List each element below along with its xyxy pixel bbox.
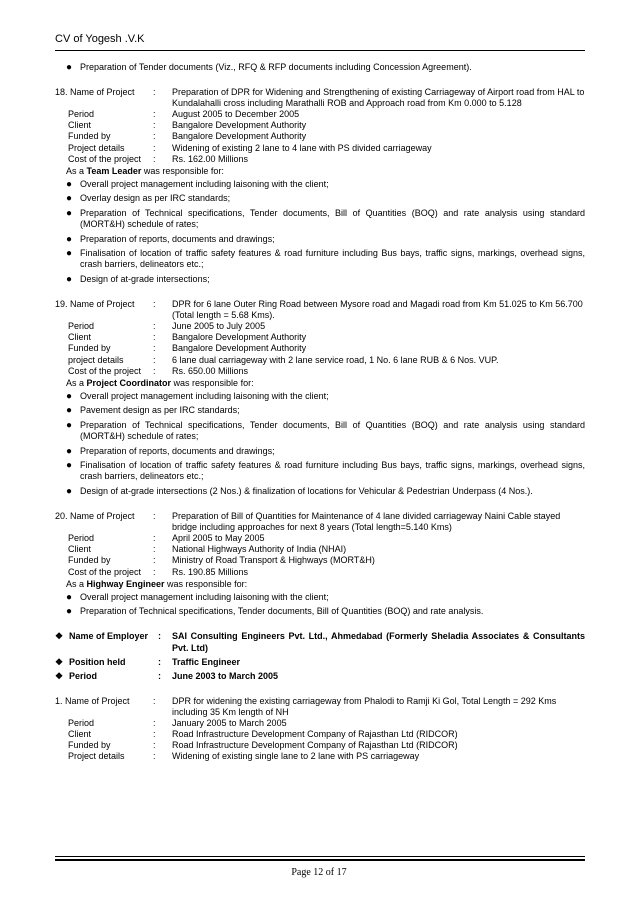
colon: : <box>153 131 156 142</box>
colon: : <box>153 511 156 522</box>
project-detail-row <box>55 544 585 555</box>
colon: : <box>158 656 161 667</box>
project-name: Preparation of Bill of Quantities for Maintenance of 4 lane divided carriageway Naini Cable stayed bridge including approaches for next 8 years (Total length=5.140 Kms) <box>172 511 561 533</box>
detail-label: Client <box>68 729 92 740</box>
responsibility-bullet <box>55 234 585 245</box>
employer-label-text: Period <box>69 670 98 681</box>
bullet-text: Preparation of reports, documents and drawings; <box>80 233 275 244</box>
employer-label-text: Position held <box>69 656 126 667</box>
detail-label: Period <box>68 718 95 728</box>
page-number: Page 12 of 17 <box>291 867 347 878</box>
bullet-icon: ● <box>66 390 73 402</box>
project-detail-row <box>55 366 585 377</box>
colon: : <box>153 533 156 544</box>
project-entry <box>55 299 585 497</box>
bullet-text: Overlay design as per IRC standards; <box>80 193 231 204</box>
diamond-bullet-icon: ❖ <box>55 656 64 667</box>
responsibility-bullet <box>55 208 585 230</box>
colon: : <box>153 120 156 131</box>
colon: : <box>153 555 156 566</box>
detail-value: June 2005 to July 2005 <box>172 321 266 332</box>
bullet-text: Preparation of Technical specifications, Tender documents, Bill of Quantities (BOQ) and rate analysis. <box>80 606 484 617</box>
detail-value: Widening of existing 2 lane to 4 lane with PS divided carriageway <box>172 142 432 153</box>
detail-value: National Highways Authority of India (NHAI) <box>172 544 347 555</box>
colon: : <box>153 544 156 555</box>
colon: : <box>153 153 156 164</box>
role-prefix: As a <box>66 578 87 589</box>
bullet-icon: ● <box>66 420 73 432</box>
bullet-text: Finalisation of location of traffic safety features & road furniture including Bus bays, traffic signs, markings, overhead signs, crash barriers, delineators etc.; <box>80 248 585 270</box>
bullet-text: Overall project management including laisoning with the client; <box>80 390 329 401</box>
colon: : <box>153 109 156 120</box>
employer-section <box>55 631 585 681</box>
detail-label: Project details <box>68 751 125 762</box>
responsibility-bullet <box>55 592 585 603</box>
colon: : <box>153 299 156 310</box>
employer-label <box>55 671 158 682</box>
employer-label-text: Name of Employer <box>69 631 149 642</box>
responsibility-bullet <box>55 391 585 402</box>
role-suffix: was responsible for: <box>141 165 224 176</box>
project-name: DPR for 6 lane Outer Ring Road between Mysore road and Magadi road from Km 51.025 to Km 56.700 (Total length = 5.68 Kms). <box>172 299 583 321</box>
project-detail-row <box>55 143 585 154</box>
project-name-row <box>55 299 585 321</box>
colon: : <box>158 631 161 642</box>
project-number-label: 18. Name of Project <box>55 87 135 98</box>
detail-value: Ministry of Road Transport & Highways (MORT&H) <box>172 555 375 566</box>
colon: : <box>153 740 156 751</box>
detail-label: Cost of the project <box>68 365 142 376</box>
detail-value: Widening of existing single lane to 2 lane with PS carriageway <box>172 751 420 762</box>
responsibility-line <box>55 166 585 177</box>
detail-label: Period <box>68 109 95 120</box>
project-name: Preparation of DPR for Widening and Strengthening of existing Carriageway of Airport road from HAL to Kundalahalli cross including Marathalli ROB and Approach road from Km 0.000 to 5.128 <box>172 87 585 109</box>
colon: : <box>153 354 156 365</box>
project-entry <box>55 511 585 617</box>
bullet-icon: ● <box>66 62 73 73</box>
project-number-label: 20. Name of Project <box>55 511 135 522</box>
employer-label <box>55 631 158 642</box>
responsibility-line <box>55 579 585 590</box>
colon: : <box>153 718 156 728</box>
detail-value: 6 lane dual carriageway with 2 lane service road, 1 No. 6 lane RUB & 6 Nos. VUP. <box>172 354 499 365</box>
diamond-bullet-icon: ❖ <box>55 631 64 642</box>
project-detail-row <box>55 740 585 751</box>
responsibility-bullet <box>55 486 585 497</box>
colon: : <box>153 332 156 343</box>
role-prefix: As a <box>66 377 87 388</box>
detail-label: project details <box>68 354 124 365</box>
bullet-icon: ● <box>66 445 73 457</box>
bullet-icon: ● <box>66 606 73 618</box>
detail-value: Bangalore Development Authority <box>172 131 307 142</box>
project-number-label: 1. Name of Project <box>55 695 130 706</box>
bullet-text: Preparation of Technical specifications, Tender documents, Bill of Quantities (BOQ) and rate analysis using standard (MORT&H) schedule of rates; <box>80 208 585 230</box>
project-list <box>55 87 585 617</box>
project-detail-row <box>55 729 585 740</box>
project-detail-row <box>55 131 585 142</box>
bullet-icon: ● <box>66 208 73 220</box>
bullet-text: Preparation of reports, documents and drawings; <box>80 445 275 456</box>
bullet-text: Design of at-grade intersections (2 Nos.) & finalization of locations for Vehicular & Pedestrian Underpass (4 Nos.). <box>80 486 533 496</box>
colon: : <box>153 751 156 762</box>
bullet-icon: ● <box>66 460 73 472</box>
bullet-text: Design of at-grade intersections; <box>80 274 210 284</box>
project-detail-row <box>55 718 585 729</box>
detail-value: Rs. 650.00 Millions <box>172 365 249 376</box>
project-name-row <box>55 696 585 718</box>
bullet-icon: ● <box>66 405 73 417</box>
employer-value: SAI Consulting Engineers Pvt. Ltd., Ahmedabad (Formerly Sheladia Associates & Consultants Pvt. Ltd) <box>172 631 585 653</box>
project-detail-row <box>55 154 585 165</box>
project-name: DPR for widening the existing carriageway from Phalodi to Ramji Ki Gol, Total Length = 292 Kms including 35 Km length of NH <box>172 695 557 717</box>
detail-label: Client <box>68 332 92 343</box>
bullet-text: Finalisation of location of traffic safety features & road furniture including Bus bays, traffic signs, markings, overhead signs, crash barriers, delineators etc.; <box>80 460 585 482</box>
project-number-label: 19. Name of Project <box>55 299 135 310</box>
bullet-text: Overall project management including laisoning with the client; <box>80 591 329 602</box>
detail-label: Cost of the project <box>68 566 142 577</box>
employer-value: June 2003 to March 2005 <box>172 670 279 681</box>
project-detail-row <box>55 555 585 566</box>
project-detail-row <box>55 751 585 762</box>
bullet-icon: ● <box>66 486 73 497</box>
role-suffix: was responsible for: <box>164 578 248 589</box>
project-detail-row <box>55 321 585 332</box>
employer-row <box>55 631 585 653</box>
project-entry <box>55 87 585 285</box>
colon: : <box>153 321 156 332</box>
detail-label: Funded by <box>68 131 111 142</box>
project-detail-row <box>55 120 585 131</box>
project-name-row <box>55 87 585 109</box>
role-title: Team Leader <box>86 165 142 176</box>
responsibility-bullet <box>55 274 585 285</box>
detail-value: April 2005 to May 2005 <box>172 533 265 544</box>
colon: : <box>153 695 156 706</box>
detail-value: Bangalore Development Authority <box>172 332 307 343</box>
bullet-text: Preparation of Technical specifications, Tender documents, Bill of Quantities (BOQ) and rate analysis using standard (MORT&H) schedule of rates; <box>80 420 585 442</box>
detail-value: Road Infrastructure Development Company of Rajasthan Ltd (RIDCOR) <box>172 729 458 740</box>
bullet-icon: ● <box>66 248 73 260</box>
detail-value: Rs. 162.00 Millions <box>172 153 249 164</box>
detail-label: Period <box>68 321 95 332</box>
detail-label: Funded by <box>68 740 111 751</box>
colon: : <box>153 365 156 376</box>
detail-label: Client <box>68 120 92 131</box>
responsibility-bullet <box>55 420 585 442</box>
bullet-text: Pavement design as per IRC standards; <box>80 405 240 416</box>
detail-value: Rs. 190.85 Millions <box>172 566 249 577</box>
detail-value: Bangalore Development Authority <box>172 343 307 354</box>
colon: : <box>153 566 156 577</box>
employer-label <box>55 657 158 668</box>
responsibility-line <box>55 378 585 389</box>
bullet-text: Overall project management including laisoning with the client; <box>80 178 329 189</box>
role-title: Highway Engineer <box>86 578 165 589</box>
role-prefix: As a <box>66 165 87 176</box>
responsibility-bullet <box>55 179 585 190</box>
project-entry <box>55 696 585 763</box>
project-detail-row <box>55 332 585 343</box>
colon: : <box>153 343 156 354</box>
footer-rule <box>55 856 585 857</box>
detail-value: August 2005 to December 2005 <box>172 109 300 120</box>
intro-bullet: ● Preparation of Tender documents (Viz., RFQ & RFP documents including Concession Agreement). <box>66 62 472 73</box>
employer-row <box>55 657 585 668</box>
footer-rule-thick <box>55 859 585 861</box>
header-rule <box>55 50 585 51</box>
project-detail-row <box>55 567 585 578</box>
responsibility-bullet <box>55 446 585 457</box>
detail-label: Funded by <box>68 343 111 354</box>
detail-label: Cost of the project <box>68 153 142 164</box>
project-detail-row <box>55 343 585 354</box>
detail-value: January 2005 to March 2005 <box>172 718 287 728</box>
project-detail-row <box>55 355 585 366</box>
role-title: Project Coordinator <box>86 377 172 388</box>
project-name-row <box>55 511 585 533</box>
detail-value: Bangalore Development Authority <box>172 120 307 131</box>
responsibility-bullet <box>55 248 585 270</box>
bullet-icon: ● <box>66 193 73 205</box>
responsibility-bullet <box>55 405 585 416</box>
detail-value: Road Infrastructure Development Company of Rajasthan Ltd (RIDCOR) <box>172 740 458 751</box>
detail-label: Funded by <box>68 555 111 566</box>
bullet-icon: ● <box>66 233 73 245</box>
project-detail-row <box>55 533 585 544</box>
bullet-icon: ● <box>66 591 73 603</box>
colon: : <box>153 87 156 98</box>
responsibility-bullet <box>55 460 585 482</box>
bullet-icon: ● <box>66 274 73 285</box>
colon: : <box>153 142 156 153</box>
employer-row <box>55 671 585 682</box>
bullet-icon: ● <box>66 178 73 190</box>
colon: : <box>158 670 161 681</box>
detail-label: Period <box>68 533 95 544</box>
role-suffix: was responsible for: <box>171 377 254 388</box>
project-detail-row <box>55 109 585 120</box>
colon: : <box>153 729 156 740</box>
responsibility-bullet <box>55 606 585 617</box>
employer-value: Traffic Engineer <box>172 656 241 667</box>
cv-body <box>55 62 585 762</box>
page-header-title: CV of Yogesh .V.K <box>55 33 145 45</box>
diamond-bullet-icon: ❖ <box>55 670 64 681</box>
detail-label: Project details <box>68 142 125 153</box>
detail-label: Client <box>68 544 92 555</box>
responsibility-bullet <box>55 193 585 204</box>
